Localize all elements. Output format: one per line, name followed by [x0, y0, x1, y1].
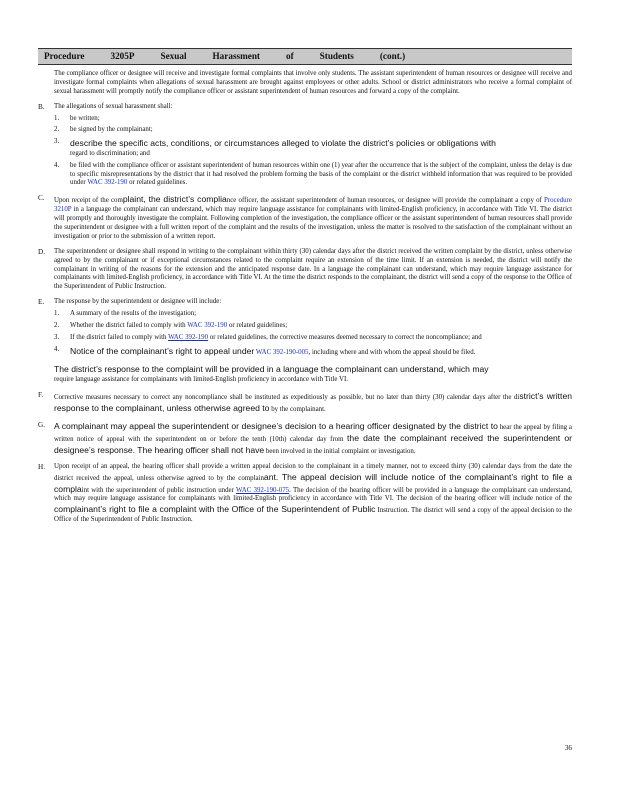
section-c: C. Upon receipt of the complaint, the district’s compliance officer, the assistant superintendent of human resources, or designee will provide the complainant a copy of Procedure 3210P in a language the complainant can understand, which may require language assistance for complainants with limited-English proficiency, in accordance with Title VI. The district will promptly and thoroughly investigate the complaint. Following completion of the investigation, the compliance officer or the assistant superintendent of human resources shall provide the superintendent or designee with a full written report of the complaint and the results of the investigation, unless the matter is resolved to the satisfaction of the complainant without an investigation or prior to the submission of a written report. [38, 194, 572, 240]
section-b-lead: The allegations of sexual harassment shall: [54, 102, 173, 110]
section-g: G. A complainant may appeal the superintendent or designee’s decision to a hearing officer designated by the district to hear the appeal by filing a written notice of appeal with the superintendent on or before the tenth (10th) calendar day from the date the complainant received the superintendent or designee’s response. The hearing officer shall not have been involved in the initial complaint or investigation. [38, 420, 572, 455]
list-item: 1. A summary of the results of the investigation; [54, 310, 197, 318]
header-procedure-label: Procedure [44, 51, 85, 61]
section-h: H. Upon receipt of an appeal, the hearing officer shall provide a written appeal decision to the complainant in a timely manner, not to exceed thirty (30) calendar days from the date the district received the appeal, unless otherwise agreed to by the complainant. The appeal decision will include notice of the complainant’s right to file a complaint with the superintendent of public instruction under WAC 392-190-075. The decision of the hearing officer will be provided in a language the complainant can understand, which may require language assistance for complainants with limited-English proficiency in accordance with Title VI. The decision of the hearing officer will include notice of the complainant’s right to file a complaint with the Office of the Superintendent of Public Instruction. The district will send a copy of the appeal decision to the Office of the Superintendent of Public Instruction. [38, 462, 572, 524]
list-item: 2. be signed by the complainant; [54, 126, 153, 134]
section-e: E. The response by the superintendent or designee will include: 1. A summary of the results of the investigation; 2. Whether the district failed to comply with WAC 392-190 or related guidelines; 3. If the district failed to comply with WAC 392-190 or related guidelines, the corrective measures deemed necessary to correct the noncompliance; and 4. Notice of the complainant’s right to appeal under WAC 392-190-005, including where and with whom the appeal should be filed. The district’s response to the complaint will be provided in a language the complainant can understand, which may require language assistance for complainants with limited-English proficiency in accordance with Title VI. [38, 298, 572, 385]
list-item: 4. Notice of the complainant’s right to appeal under WAC 392-190-005, including where and with whom the appeal should be filed. [54, 345, 476, 356]
header-word-students: Students [319, 51, 354, 61]
procedure-header [38, 48, 572, 65]
header-word-sexual: Sexual [160, 51, 187, 61]
section-e-closing: The district’s response to the complaint will be provided in a language the complainant can understand, which may require language assistance for complainants with limited-English proficiency in accordance with Title VI. [54, 364, 489, 384]
header-continued: (cont.) [379, 51, 406, 61]
section-letter: D. [38, 247, 45, 256]
procedure-link[interactable]: Procedure 3210P [54, 197, 572, 214]
header-word-harassment: Harassment [212, 51, 260, 61]
list-item: 2. Whether the district failed to comply with WAC 392-190 or related guidelines; [54, 321, 288, 329]
wac-link[interactable]: WAC 392-190-005 [255, 348, 309, 356]
section-d: D. The superintendent or designee shall respond in writing to the complainant within thirty (30) calendar days after the district received the written complaint by the district, unless otherwise agreed to by the complainant or if exceptional circumstances related to the complaint require an extension of the time limit. If an extension is needed, the district will notify the complainant in writing of the reasons for the extension and the anticipated response date. In a language the complainant can understand, which may require language assistance for complainants with limited-English proficiency, in accordance with Title VI. At the time the district responds to the complainant, the district will send a copy of the response to the Office of the Superintendent of Public Instruction. [38, 247, 572, 291]
wac-link[interactable]: WAC 392-190 [87, 179, 128, 187]
intro-paragraph: The compliance officer or designee will receive and investigate formal complaints that involve only students. The assistant superintendent of human resources or designee will receive and investigate formal complaints when allegations of sexual harassment are brought against employees or other adults. School or district administrators who receive a formal complaint of sexual harassment will promptly notify the compliance officer or assistant superintendent of human resources and forward a copy of the complaint. [54, 70, 572, 95]
section-letter: H. [38, 462, 45, 471]
section-letter: G. [38, 420, 45, 429]
section-b [38, 103, 572, 188]
document-page [38, 48, 572, 525]
section-letter: C. [38, 194, 45, 203]
section-letter: B. [38, 102, 45, 111]
header-procedure-number: 3205P [110, 51, 135, 61]
list-item: 3. describe the specific acts, conditions, or circumstances alleged to violate the district’s policies or obligations with regard to discrimination; and [54, 138, 496, 158]
wac-link[interactable]: WAC 392-190-075 [236, 486, 290, 494]
list-item: 4. be filed with the compliance officer or assistant superintendent of human resources within one (1) year after the occurrence that is the subject of the complaint, unless the delay is due to specific misrepresentations by the district that it had resolved the problem forming the basis of the complaint or the district withheld information that was required to be provided under WAC 392-190 or related guidelines. [54, 161, 572, 187]
section-f: F. Corrective measures necessary to correct any noncompliance shall be instituted as expeditiously as possible, but no later than thirty (30) calendar days after the district’s written response to the complainant, unless otherwise agreed to by the complainant. [38, 391, 573, 414]
list-item: 1. be written; [54, 114, 100, 122]
section-letter: E. [38, 298, 45, 307]
header-word-of: of [286, 51, 294, 61]
list-item: 3. If the district failed to comply with WAC 392-190 or related guidelines, the corrective measures deemed necessary to correct the noncompliance; and [54, 333, 482, 341]
page-number: 36 [564, 744, 572, 752]
section-letter: F. [38, 391, 44, 400]
wac-link[interactable]: WAC 392-190 [187, 321, 228, 329]
wac-link[interactable]: WAC 392-190 [168, 333, 209, 341]
